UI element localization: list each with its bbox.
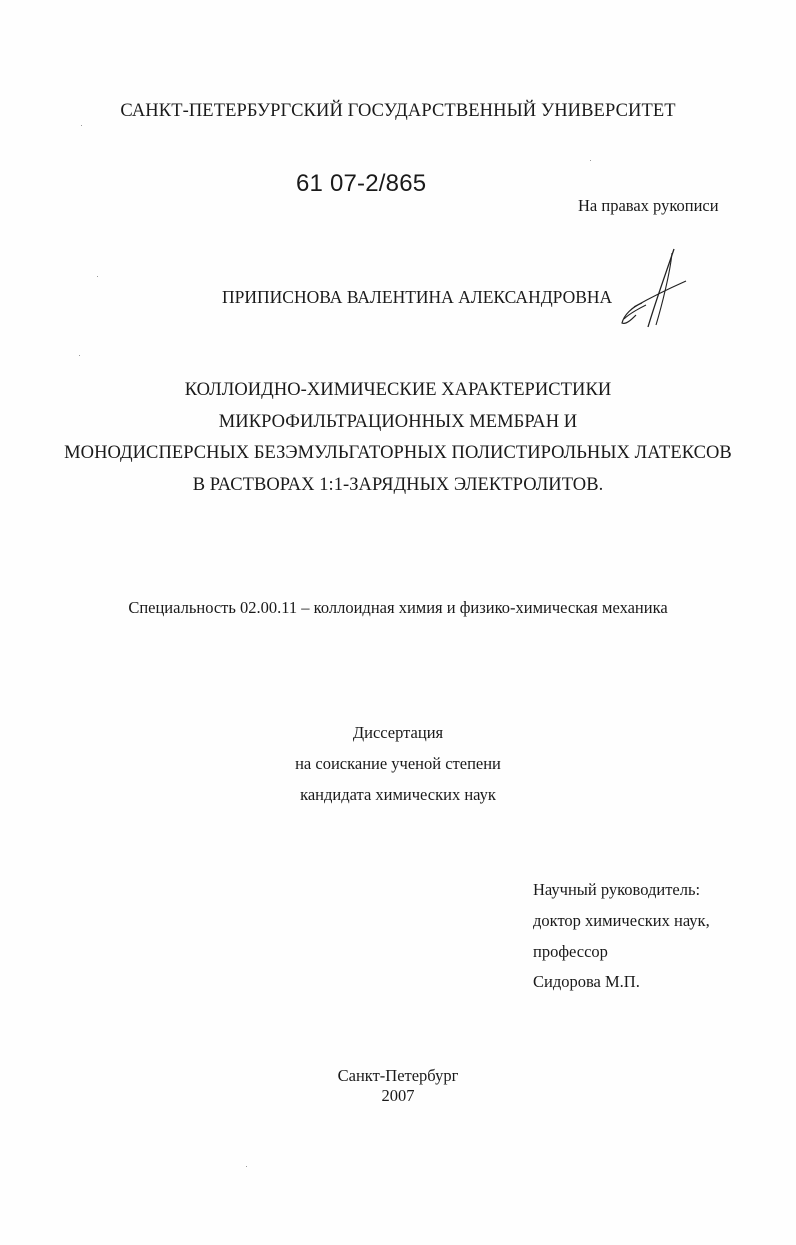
- specialty-line: Специальность 02.00.11 – коллоидная химия и физико-химическая механика: [128, 598, 668, 617]
- dissertation-line: на соискание ученой степени: [295, 754, 501, 773]
- university-name: САНКТ-ПЕТЕРБУРГСКИЙ ГОСУДАРСТВЕННЫЙ УНИВЕРСИТЕТ: [120, 101, 676, 121]
- dissertation-line: кандидата химических наук: [300, 785, 496, 804]
- supervisor-line: доктор химических наук,: [533, 911, 710, 930]
- scan-speck: [246, 1166, 247, 1167]
- scan-speck: [81, 125, 82, 126]
- title-line: МОНОДИСПЕРСНЫХ БЕЗЭМУЛЬГАТОРНЫХ ПОЛИСТИРОЛЬНЫХ ЛАТЕКСОВ: [64, 443, 732, 463]
- title-line: В РАСТВОРАХ 1:1-ЗАРЯДНЫХ ЭЛЕКТРОЛИТОВ.: [192, 475, 604, 495]
- title-line: КОЛЛОИДНО-ХИМИЧЕСКИЕ ХАРАКТЕРИСТИКИ: [184, 380, 612, 400]
- supervisor-line: профессор: [533, 942, 608, 961]
- year: 2007: [381, 1086, 415, 1105]
- catalog-number: 61 07-2/865: [296, 170, 427, 197]
- scan-speck: [79, 355, 80, 356]
- supervisor-line: Научный руководитель:: [533, 880, 701, 899]
- author-name: ПРИПИСНОВА ВАЛЕНТИНА АЛЕКСАНДРОВНА: [222, 287, 613, 307]
- rights-note: На правах рукописи: [578, 196, 719, 215]
- supervisor-line: Сидорова М.П.: [533, 972, 640, 991]
- dissertation-line: Диссертация: [352, 723, 444, 742]
- title-line: МИКРОФИЛЬТРАЦИОННЫХ МЕМБРАН И: [218, 412, 578, 432]
- scan-speck: [590, 160, 591, 161]
- scan-speck: [97, 276, 98, 277]
- handwritten-signature: [612, 245, 692, 335]
- city: Санкт-Петербург: [337, 1066, 459, 1085]
